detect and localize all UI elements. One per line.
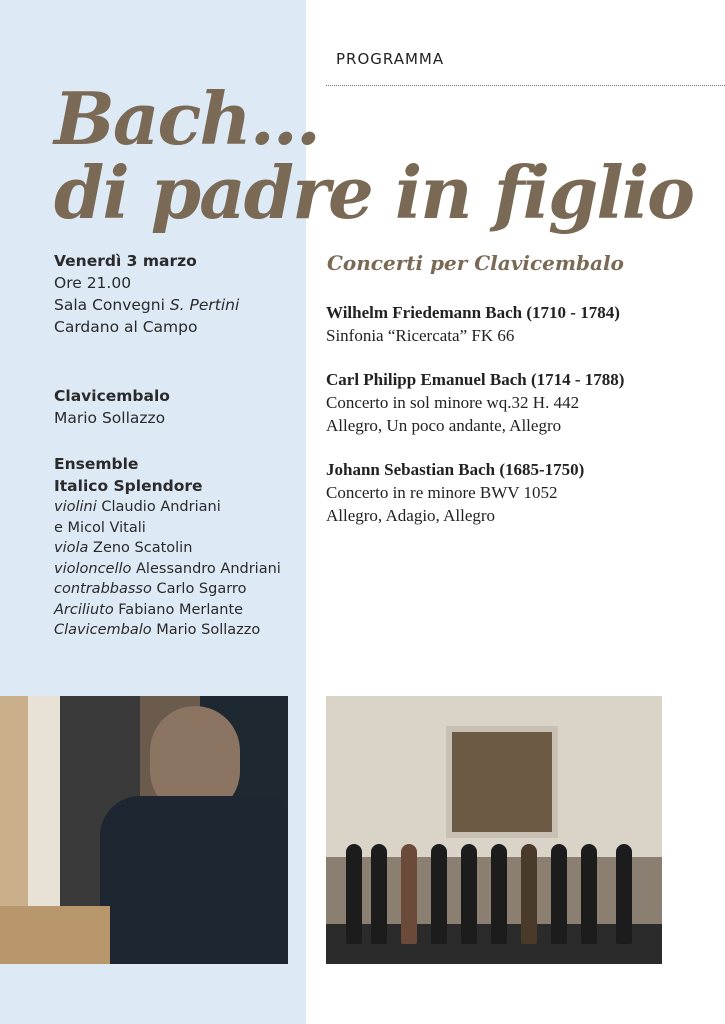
member-name: Mario Sollazzo [151, 622, 261, 638]
member-name: Zeno Scatolin [88, 540, 193, 556]
soloist-name: Mario Sollazzo [54, 409, 166, 427]
musician-figure [616, 844, 632, 944]
ensemble-name-line2: Italico Splendore [54, 477, 203, 495]
event-date: Venerdì 3 marzo [54, 252, 197, 270]
musician-figure [431, 844, 447, 944]
performer-body [100, 796, 288, 964]
soloist-block [54, 385, 299, 429]
programma-heading: PROGRAMMA [336, 50, 445, 68]
musician-figure [371, 844, 387, 944]
ensemble-members [54, 497, 299, 641]
member-role: violoncello [54, 560, 132, 577]
member-line [54, 497, 299, 518]
event-details [54, 250, 299, 338]
harpsichordist-photo [0, 696, 288, 964]
hall-painting [446, 726, 558, 838]
piece-composer: Carl Philipp Emanuel Bach (1714 - 1788) [326, 370, 625, 389]
member-line [54, 600, 299, 621]
member-role: contrabbasso [54, 581, 152, 597]
member-line [54, 620, 299, 641]
member-role: Clavicembalo [54, 622, 152, 638]
musician-figure [581, 844, 597, 944]
program-piece [326, 301, 620, 347]
member-line [54, 518, 299, 539]
member-name: Claudio Andriani [96, 499, 221, 515]
program-piece [326, 368, 624, 437]
event-city: Cardano al Campo [54, 318, 198, 336]
ensemble-block [54, 453, 299, 641]
piece-composer: Wilhelm Friedemann Bach (1710 - 1784) [326, 303, 620, 322]
ensemble-photo [326, 696, 662, 964]
piece-work: Concerto in sol minore wq.32 H. 442 [326, 393, 580, 412]
soloist-role: Clavicembalo [54, 387, 170, 405]
member-name: Carlo Sgarro [151, 581, 247, 597]
title-line-1: Bach... [54, 76, 319, 161]
musician-figure [491, 844, 507, 944]
title-line-2: di padre in figlio [54, 150, 694, 235]
concert-title [54, 76, 694, 235]
member-role: violini [54, 499, 97, 515]
piece-work: Concerto in re minore BWV 1052 [326, 483, 558, 502]
musician-figure [551, 844, 567, 944]
piece-movements: Allegro, Adagio, Allegro [326, 506, 496, 525]
musician-figure [346, 844, 362, 944]
musician-figure [401, 844, 417, 944]
member-role: Arciliuto [54, 601, 114, 618]
event-venue [54, 294, 299, 316]
member-name: Fabiano Merlante [113, 601, 244, 618]
piece-composer: Johann Sebastian Bach (1685-1750) [326, 460, 585, 479]
member-name: e Micol Vitali [54, 519, 146, 536]
musician-figure [521, 844, 537, 944]
piece-movements: Allegro, Un poco andante, Allegro [326, 416, 562, 435]
member-name: Alessandro Andriani [131, 560, 281, 577]
piece-work: Sinfonia “Ricercata” FK 66 [326, 326, 515, 345]
member-line [54, 538, 299, 559]
harpsichord-shape [0, 906, 110, 964]
member-line [54, 559, 299, 580]
musician-figure [461, 844, 477, 944]
program-subtitle: Concerti per Clavicembalo [327, 251, 624, 275]
venue-prefix: Sala Convegni [54, 296, 170, 314]
ensemble-name-line1: Ensemble [54, 455, 139, 473]
venue-name: S. Pertini [169, 296, 240, 314]
program-piece [326, 458, 584, 527]
member-line [54, 579, 299, 600]
member-role: viola [54, 540, 89, 556]
event-time: Ore 21.00 [54, 274, 132, 292]
